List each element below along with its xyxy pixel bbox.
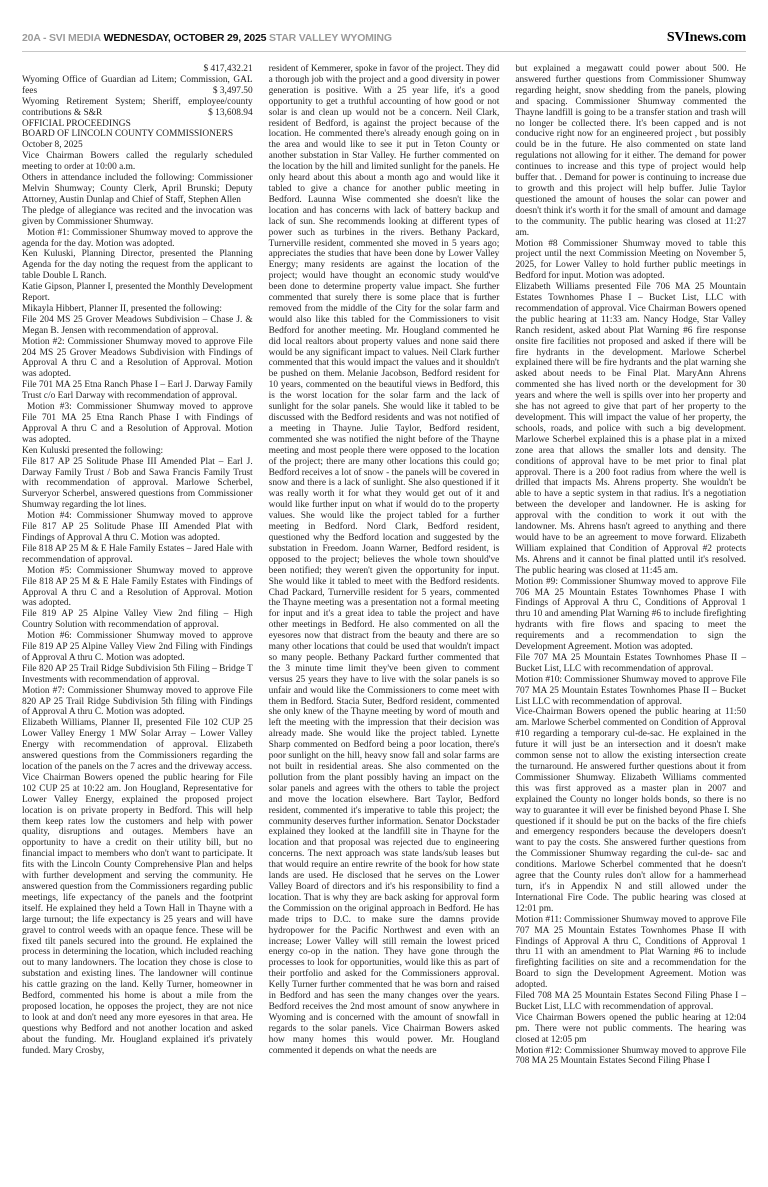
paragraph: Vice Chairman Bowers opened the public hearing at 12:04 pm. There were not public comments. The hearing was closed at 12:05 pm [515, 1012, 747, 1045]
paragraph: OFFICIAL PROCEEDINGS [22, 118, 131, 129]
page-header [22, 30, 746, 46]
paragraph: File 820 AP 25 Trail Ridge Subdivision 5th Filing – Bridge T Investments with recommendation of approval. [22, 663, 253, 685]
news-column-3 [515, 64, 746, 1067]
news-columns [22, 64, 746, 1067]
ledger-amount: $ 3,497.50 [212, 85, 253, 96]
paragraph: Motion #2: Commissioner Shumway moved to approve File 204 MS 25 Grover Meadows Subdivision with Findings of Approval A thru C and a Resolution of Approval. Motion was adopted. [22, 336, 253, 380]
paragraph: resident of Kemmerer, spoke in favor of the project. They did a thorough job with the project and a good diversity in power generation is positive. With a 25 year life, it's a good opportunity to get a truthful accounting of how good or not solar is and clean up would not be a concern. Neil Clark, resident of Bedford, is against the project because of the location. He commented there's already enough going on in the area and would like to see it put in Teton County or another substation in Star Valley. He further commented on the location by the hill and limited sunlight for the panels. He only heard about this about a month ago and would like it tabled to give a chance for another public meeting in Bedford. Launna Wise commented she doesn't like the location and has concerns with lack of battery backup and lack of sun. She recommends looking at different types of power such as turbines in the rivers. Bethany Packard, Turnerville resident, commented she moved in 5 years ago; appreciates the studies that have been done by Lower Valley Energy; many residents are against the location of the project; would have thought an economic study would've been done to determine property value impact. She further commented that surely there is some place that is further removed from the middle of the City for the solar farm and would also like this tabled for the Commissioners to visit Bedford for another meeting. Mr. Hougland commented he did local realtors about property values and none said there would be any significant impact to values. Neil Clark further commented that this would impact the values and it shouldn't be pushed on them. Melanie Jacobson, Bedford resident for 10 years, commented on the beautiful views in Bedford, this is the worst location for the solar farm and the lack of sunlight for the solar panels. She would like it tabled to be discussed with the Bedford residents and was not notified of a meeting in Thayne. Julie Taylor, Bedford resident, commented she was notified the night before of the Thayne meeting and most people there were opposed to the location of the project; there are many other locations this could go; Bedford receives a lot of snow - the panels will be covered in snow and there is a lack of sunlight. She also questioned if it was really worth it for what they would get out of it and would like further input on what if would do to the property values. She would like the project tabled for a further meeting in Bedford. Nord Clark, Bedford resident, questioned why the Bedford location and suggested by the substation in Freedom. Joann Warner, Bedford resident, is opposed to the project; believes the whole town should've been notified; they weren't given the opportunity for input. She would like it tabled to meet with the Bedford residents. Chad Packard, Turnerville resident for 5 years, commented the Thayne meeting was a presentation not a formal meeting for input and it's a great idea to table the project and have other meetings in Bedford. He also commented on all the eyesores now that distract from the beauty and there are so many other locations that could be used that wouldn't impact so many people. Bethany Packard further commented that the 3 minute time limit they've been given to comment versus 25 years they have to live with the solar panels is so unfair and would like the Commissioners to come meet with them in Bedford. Stacia Suter, Bedford resident, commented she only knew of the Thayne meeting by word of mouth and left the meeting with the impression that their decision was already made. She would like the project tabled. Lynette Sharp commented on Bedford being a poor location, there's poor sunlight on the hill, heavy snow fall and solar farms are not built in residential areas. She also commented on the pollution from the plant possibly having an impact on the solar panels and agrees with the others to table the project and move the location elsewhere. Bart Taylor, Bedford resident, commented it's imperative to table this project; the community deserves further information. Senator Dockstader explained they looked at the landfill site in Thayne for the location and that proposal was rejected due to engineering concerns. The next approach was state lands/sub leases but that would require an entire rewrite of the book for how state lands are used. He disclosed that he serves on the Lower Valley Board of directors and it's his responsibility to find a location. That is why they are back asking for approval form the Commission on the original approach in Bedford. He has made trips to D.C. to make sure the damns provide hydropower for the Pacific Northwest and even with an increase; Lower Valley will still remain the lowest priced energy co-op in the nation. They have gone through the processes to look for opportunities, would like this as part of their portfolio and asked for the Commissioners approval. Kelly Turner further commented that he was born and raised in Bedford and has seen the many changes over the years. Bedford receives the 2nd most amount of snow anywhere in Wyoming and is concerned with the amount of snowfall in regards to the solar panels. Vice Chairman Bowers asked how many homes this would power. Mr. Hougland commented it depends on what the needs are [268, 64, 500, 1056]
paragraph: The pledge of allegiance was recited and the invocation was given by Commissioner Shumway. [22, 205, 253, 227]
paragraph: October 8, 2025 [22, 140, 83, 151]
ledger-entry-label: contributions & S&R [22, 107, 103, 118]
ledger-amount: $ 13,608.94 [208, 107, 253, 118]
paragraph: Elizabeth Williams, Planner II, presented File 102 CUP 25 Lower Valley Energy 1 MW Solar Array – Lower Valley Energy with recommendation of approval. Elizabeth answered questions from the Commissioners regarding the location of the panels on the 7 acres and the driveway access. [22, 718, 253, 772]
paragraph: Motion #8 Commissioner Shumway moved to table this project until the next Commission Meeting on November 5, 2025, for Lower Valley to hold further public meetings in Bedford for input. Motion was adopted. [515, 238, 747, 282]
news-column-1 [22, 64, 253, 1067]
location-label: STAR VALLEY WYOMING [269, 32, 392, 44]
paragraph: Motion #11: Commissioner Shumway moved to approve File 707 MA 25 Mountain Estates Townhomes Phase II with Findings of Approval A thru C, Conditions of Approval 1 thru 11 with an amendment to Plat Warning #6 to include firefighting facilities on site and a recommendation for the Board to sign the Development Agreement. Motion was adopted. [515, 914, 747, 991]
paragraph: Filed 708 MA 25 Mountain Estates Second Filing Phase I – Bucket List, LLC with recommendation of approval. [515, 991, 747, 1012]
paragraph: Motion #6: Commissioner Shumway moved to approve File 819 AP 25 Alpine Valley View 2nd Filing with Findings of Approval A thru C. Motion was adopted. [22, 631, 253, 663]
paragraph: Vice-Chairman Bowers opened the public hearing at 11:50 am. Marlowe Scherbel commented on Condition of Approval #10 regarding a temporary cul-de-sac. He explained in the future it will just be an intersection and it doesn't make common sense not to allow the existing intersection create the turnaround. He answered further questions about it from Commissioner Shumway. Elizabeth Williams commented this was first approved as a master plan in 2007 and explained the County no longer holds bonds, so there is no way to guarantee it will ever be finished beyond Phase I. She questioned if it should be put on the backs of the fire chiefs and emergency responders because the developers doesn't want to pay the costs. She answered further questions from the Commissioner Shumway regarding the cul-de- sac and conditions. Marlowe Scherbel commented that he doesn't agree that the County rules don't allow for a hammerhead turn, it's in Appendix N and still allowed under the International Fire Code. The public hearing was closed at 12:01 pm. [515, 707, 747, 914]
paragraph: Motion #12: Commissioner Shumway moved to approve File 708 MA 25 Mountain Estates Second Filing Phase I [515, 1045, 747, 1067]
paragraph: Katie Gipson, Planner I, presented the Monthly Development Report. [22, 282, 253, 304]
ledger-entry-amount-line [22, 86, 253, 97]
header-divider [22, 51, 746, 52]
paragraph: Motion #9: Commissioner Shumway moved to approve File 706 MA 25 Mountain Estates Townhomes Phase I with Findings of Approval A thru C, Conditions of Approval 1 thru 10 and amending Plat Warning #6 to include firefighting hydrants with fire flows and spacing to meet the requirements and a recommendation to sign the Development Agreement. Motion was adopted. [515, 576, 747, 653]
paragraph: Mikayla Hibbert, Planner II, presented the following: [22, 303, 222, 314]
ledger-amount: $ 417,432.21 [203, 64, 253, 74]
paragraph: BOARD OF LINCOLN COUNTY COMMISSIONERS [22, 129, 234, 140]
paragraph: Vice Chairman Bowers opened the public hearing for File 102 CUP 25 at 10:22 am. Jon Hougland, Representative for Lower Valley Energy, explained the proposed project location is on private property in Bedford. This will help them keep rates low the customers and help with power quality, disruptions and outages. Members have an opportunity to have a credit on their utility bill, but no financial impact to members who don't want to participate. It fits with the Lincoln County Comprehensive Plan and helps with further development and serving the community. He answered question from the Commissioners regarding public meetings, life expectancy of the panels and the footprint itself. He explained they held a Town Hall in Thayne with a large turnout; the life expectancy is 25 years and will have gravel to control weeds with an opaque fence. These will be fixed tilt panels secured into the ground. He explained the process in determining the location, which included reaching out to many landowners. The location they chose is close to substation and existing lines. The landowner will continue his cattle grazing on the land. Kelly Turner, homeowner in Bedford, commented his home is about a mile from the proposed location, he opposes the project, they are not nice to look at and don't need any more eyesores in that area. He questions why Bedford and not another location and asked about the funding. Mr. Hougland explained it's privately funded. Mary Crosby, [22, 772, 253, 1056]
page-label: 20A - SVI MEDIA [22, 32, 101, 44]
news-column-2 [269, 64, 500, 1067]
website-label: SVInews.com [666, 30, 746, 45]
paragraph: Ken Kuluski, Planning Director, presented the Planning Agenda for the day noting the request from the applicant to table Double L Ranch. [22, 249, 253, 282]
paragraph: Others in attendance included the following: Commissioner Melvin Shumway; County Clerk, April Brunski; Deputy Attorney, Austin Dunlap and Chief of Staff, Stephen Allen [22, 173, 253, 205]
ledger-entry-text: Wyoming Retirement System; Sheriff, employee/county [22, 96, 253, 107]
paragraph: File 701 MA 25 Etna Ranch Phase I – Earl J. Darway Family Trust c/o Earl Darway with recommendation of approval. [22, 380, 253, 402]
paragraph: File 818 AP 25 M & E Hale Family Estates – Jared Hale with recommendation of approval. [22, 543, 253, 565]
paragraph: Motion #3: Commissioner Shumway moved to approve File 701 MA 25 Etna Ranch Phase I with Findings of Approval A thru C and a Resolution of Approval. Motion was adopted. [22, 402, 253, 445]
ledger-entry-text: Wyoming Office of Guardian ad Litem; Commission, GAL [22, 74, 253, 85]
paragraph: Motion #10: Commissioner Shumway moved to approve File 707 MA 25 Mountain Estates Townhomes Phase II – Bucket List LLC with recommendation of approval. [515, 674, 747, 707]
paragraph: Motion #1: Commissioner Shumway moved to approve the agenda for the day. Motion was adopted. [22, 227, 253, 249]
paragraph: Motion #7: Commissioner Shumway moved to approve File 820 AP 25 Trail Ridge Subdivision 5th filing with Findings of Approval A thru C. Motion was adopted. [22, 685, 253, 718]
paragraph: File 204 MS 25 Grover Meadows Subdivision – Chase J. & Megan B. Jensen with recommendation of approval. [22, 314, 253, 336]
ledger-entry-label: fees [22, 85, 38, 96]
paragraph: Ken Kuluski presented the following: [22, 445, 164, 456]
paragraph: File 817 AP 25 Solitude Phase III Amended Plat – Earl J. Darway Family Trust / Bob and Sawa Francis Family Trust with recommendation of approval. Marlowe Scherbel, Surveryor Scherbel, answered questions from Commissioner Shumway regarding the lot lines. [22, 456, 253, 511]
masthead-left [22, 32, 392, 44]
paragraph: Elizabeth Williams presented File 706 MA 25 Mountain Estates Townhomes Phase I – Bucket List, LLC with recommendation of approval. Vice Chairman Bowers opened the public hearing at 11:33 am. Nancy Hodge, Star Valley Ranch resident, asked about Plat Warning #6 fire response onsite fire facilities not proposed and asked if there will be fire hydrants in the development. Marlowe Scherbel explained there will be fire hydrants and the plat warning she asked about needs to be Final Plat. MaryAnn Ahrens commented she has lived north or the development for 30 years and where the well is spills over into her property and she has not agreed to give that part of her property to the development. This will impact the value of her property, the schools, roads, and police with such a big development. Marlowe Scherbel explained this is a phase plat in a mixed zone area that allows the smaller lots and density. The conditions of approval have to be met prior to final plat approval. There is a 200 foot radius from where the well is drilled that impacts Ms. Ahrens property. She wouldn't be able to have a septic system in that radius. It's a negotiation between the developer and landowner. He is asking for approval with the condition to work it out with the landowner. Ms. Ahrens hasn't agreed to anything and there would have to be an agreement to move forward. Elizabeth William explained that Condition of Approval #2 protects Ms. Ahrens and it cannot be final platted until it's resolved. The public hearing was closed at 11:45 am. [515, 282, 747, 576]
paragraph: but explained a megawatt could power about 500. He answered further questions from Commissioner Shumway regarding height, snow shedding from the panels, plowing and spacing. Commissioner Shumway commented the Thayne landfill is going to be a transfer station and trash will no longer be collected there. It's been capped and is not conducive right now for an engineered project , but possibly could be in the future. He also commented on state land regulations not allowing for it either. The demand for power continues to increase and this type of project would help buffer that. . Demand for power is continuing to increase due to growth and this project will help buffer. Julie Taylor questioned the amount of houses the solar can power and doesn't think it's worth it for the small of amount and damage to the community. The public hearing was closed at 11:27 am. [515, 64, 747, 238]
paragraph: Vice Chairman Bowers called the regularly scheduled meeting to order at 10:00 a.m. [22, 151, 253, 173]
paragraph: File 707 MA 25 Mountain Estates Townhomes Phase II – Bucket List, LLC with recommendation of approval. [515, 652, 747, 674]
paragraph: Motion #4: Commissioner Shumway moved to approve File 817 AP 25 Solitude Phase III Amended Plat with Findings of Approval A thru C. Motion was adopted. [22, 511, 253, 543]
paragraph: Motion #5: Commissioner Shumway moved to approve File 818 AP 25 M & E Hale Family Estates with Findings of Approval A thru C and a Resolution of Approval. Motion was adopted. [22, 565, 253, 609]
ledger-entry-amount-line [22, 108, 253, 119]
paragraph: File 819 AP 25 Alpine Valley View 2nd filing – High Country Solution with recommendation of approval. [22, 609, 253, 631]
issue-date: WEDNESDAY, OCTOBER 29, 2025 [103, 32, 267, 44]
